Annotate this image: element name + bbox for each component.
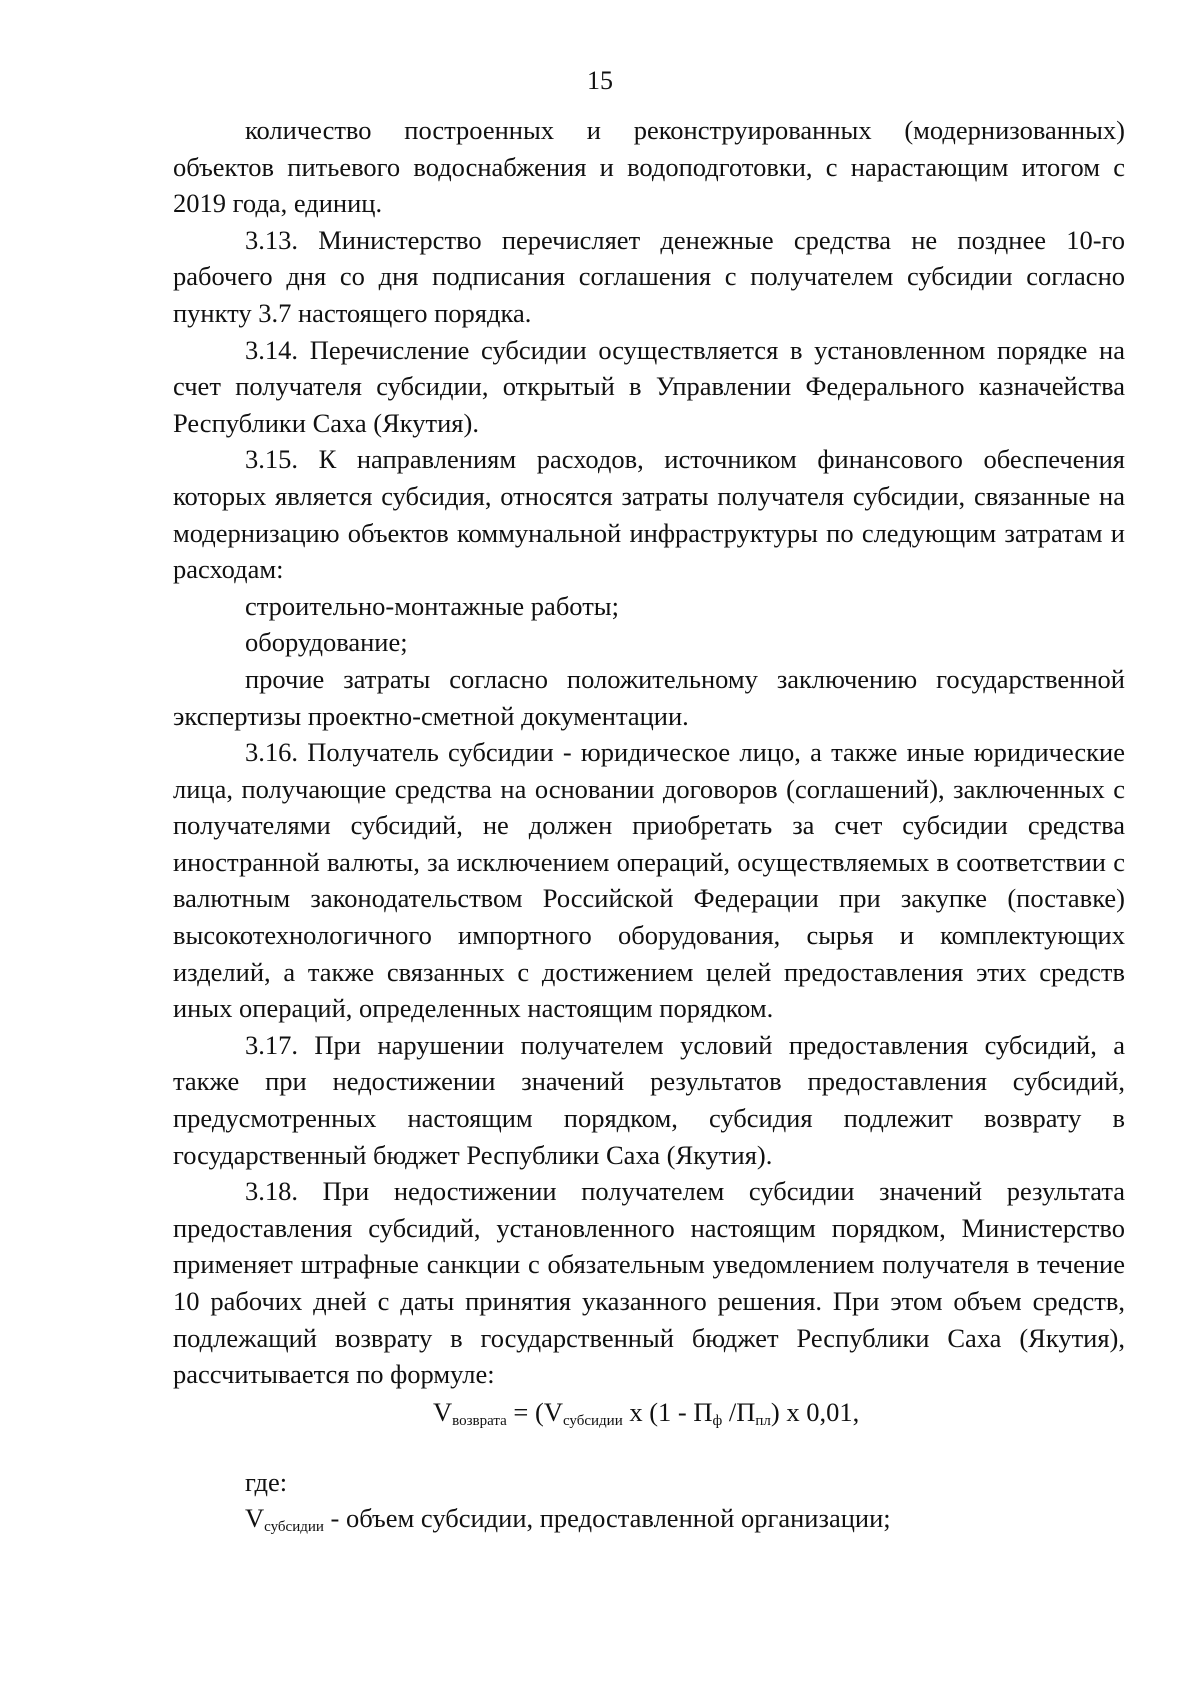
paragraph: 3.18. При недостижении получателем субсидии значений результата предоставления субсидий, установленного настоящим порядком, Министерство применяет штрафные санкции с обязательным уведомлением получателя в течение 10 рабочих дней с даты принятия указанного решения. При этом объем средств, подлежащий возврату в государственный бюджет Республики Саха (Якутия), рассчитывается по формуле: — [173, 1176, 1125, 1390]
paragraph: 3.17. При нарушении получателем условий предоставления субсидий, а также при недостижении значений результатов предоставления субсидий, предусмотренных настоящим порядком, субсидия подлежит возврату в государственный бюджет Республики Саха (Якутия). — [173, 1029, 1125, 1170]
document-body — [173, 112, 1125, 1546]
list-item: строительно-монтажные работы; — [245, 590, 619, 621]
list-item: оборудование; — [245, 627, 408, 658]
formula: $V_{возврата} = (V_{субсидии}$ х ($1 - П_ф$ $/П_{пл}$) х 0,01, — [433, 1396, 860, 1429]
spacer — [173, 1434, 1125, 1464]
paragraph: количество построенных и реконструированных (модернизованных) объектов питьевого водоснабжения и водоподготовки, с нарастающим итогом с 2019 года, единиц. — [173, 115, 1125, 219]
paragraph: 3.16. Получатель субсидии - юридическое лицо, а также иные юридические лица, получающие средства на основании договоров (соглашений), заключенных с получателями субсидий, не должен приобретать за счет субсидии средства иностранной валюты, за исключением операций, осуществляемых в соответствии с валютным законодательством Российской Федерации при закупке (поставке) высокотехнологичного импортного оборудования, сырья и комплектующих изделий, а также связанных с достижением целей предоставления этих средств иных операций, определенных настоящим порядком. — [173, 737, 1125, 1024]
list-item: прочие затраты согласно положительному заключению государственной экспертизы проектно-сметной документации. — [173, 663, 1125, 731]
paragraph: 3.13. Министерство перечисляет денежные средства не позднее 10-го рабочего дня со дня подписания соглашения с получателем субсидии согласно пункту 3.7 настоящего порядка. — [173, 224, 1125, 328]
paragraph: 3.15. К направлениям расходов, источником финансового обеспечения которых является субсидия, относятся затраты получателя субсидии, связанные на модернизацию объектов коммунальной инфраструктуры по следующим затратам и расходам: — [173, 444, 1125, 585]
page-number: 15 — [587, 66, 613, 95]
where-label: где: — [245, 1466, 288, 1497]
paragraph: 3.14. Перечисление субсидии осуществляется в установленном порядке на счет получателя субсидии, открытый в Управлении Федерального казначейства Республики Саха (Якутия). — [173, 334, 1125, 438]
definition: $V_{субсидии}$ - объем субсидии, предоставленной организации; — [245, 1503, 891, 1536]
